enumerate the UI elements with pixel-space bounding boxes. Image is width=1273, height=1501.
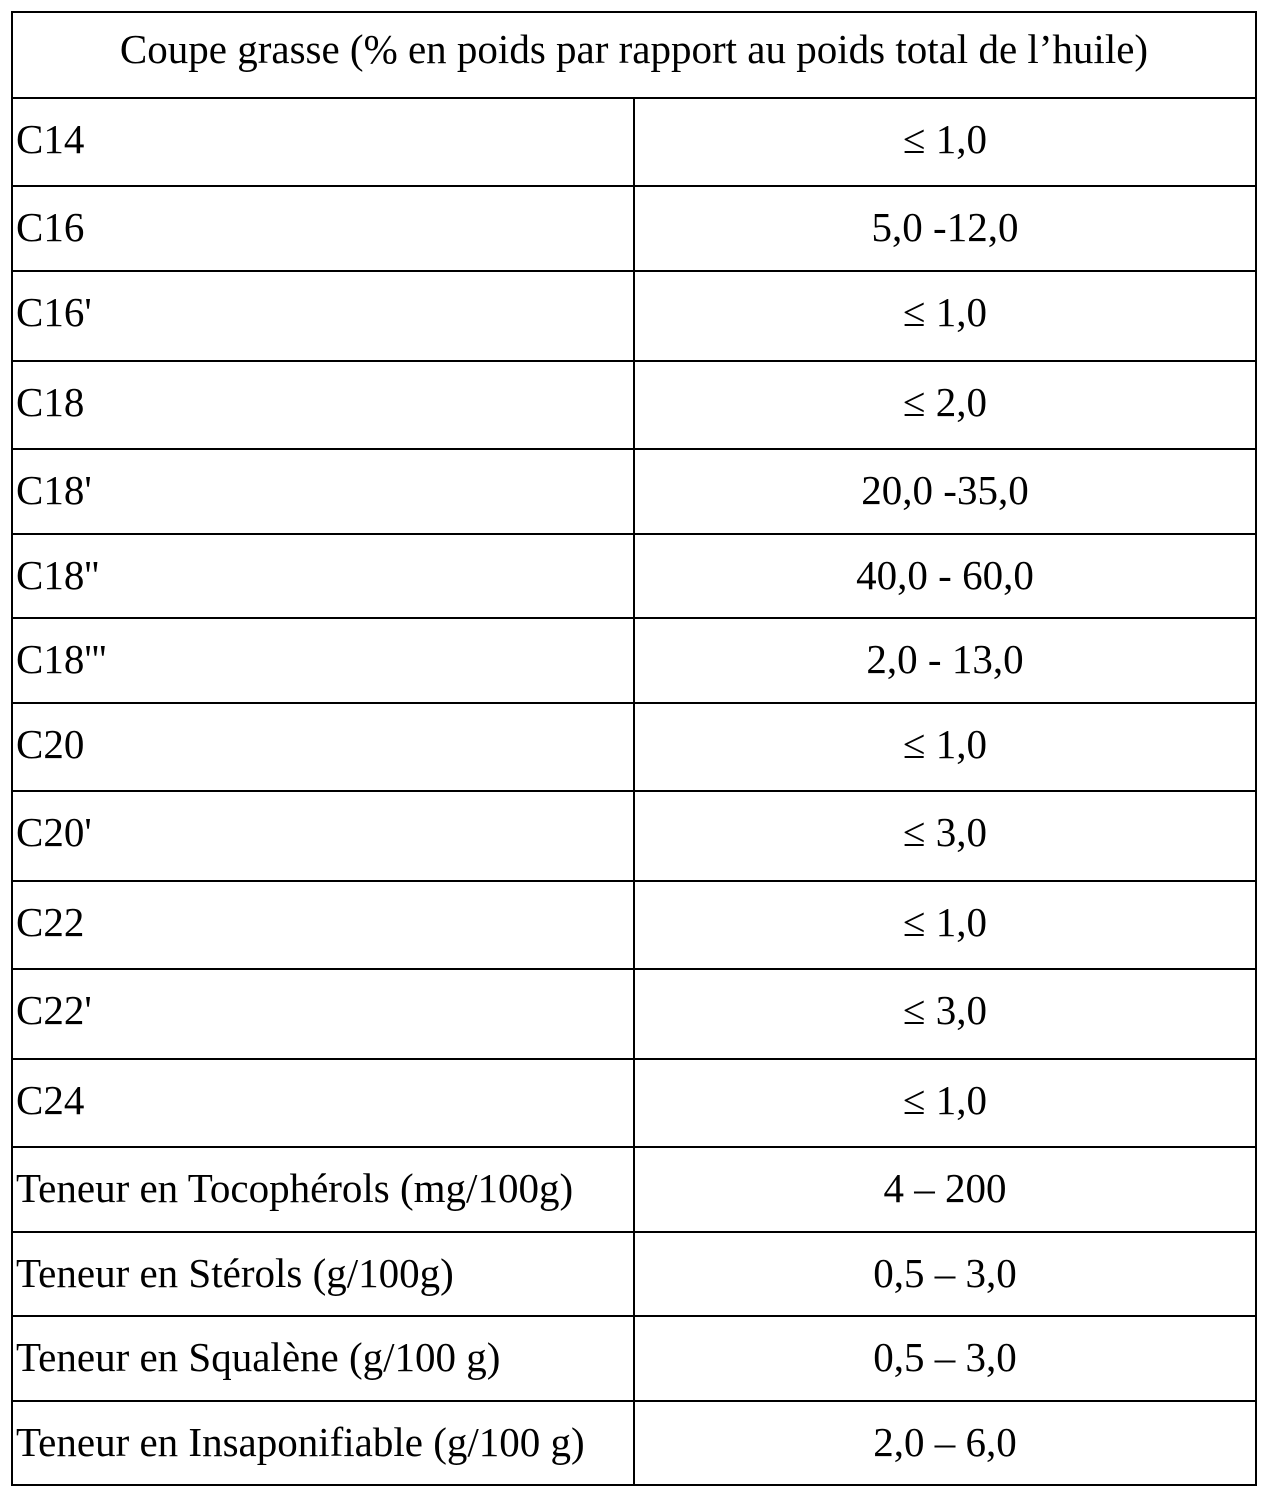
table-row [12, 1232, 1256, 1316]
row-value: ≤ 1,0 [634, 271, 1256, 361]
table-row [12, 186, 1256, 271]
row-label: C16 [12, 186, 634, 271]
row-label: C16' [12, 271, 634, 361]
row-value: ≤ 2,0 [634, 361, 1256, 449]
table-row [12, 618, 1256, 703]
table-row [12, 1316, 1256, 1401]
row-label: Teneur en Stérols (g/100g) [12, 1232, 634, 1316]
row-label: Teneur en Tocophérols (mg/100g) [12, 1147, 634, 1232]
fatty-acid-table [11, 11, 1257, 1486]
row-label: C24 [12, 1059, 634, 1147]
table-row [12, 534, 1256, 618]
row-value: ≤ 1,0 [634, 98, 1256, 186]
row-value: 0,5 – 3,0 [634, 1232, 1256, 1316]
row-label: C22' [12, 969, 634, 1059]
row-value: ≤ 3,0 [634, 969, 1256, 1059]
table-header: Coupe grasse (% en poids par rapport au poids total de l’huile) [12, 12, 1256, 98]
table-row [12, 1147, 1256, 1232]
table-row [12, 703, 1256, 791]
row-label: Teneur en Squalène (g/100 g) [12, 1316, 634, 1401]
table-row [12, 1401, 1256, 1485]
row-value: ≤ 1,0 [634, 881, 1256, 969]
row-label: C18''' [12, 618, 634, 703]
table-row [12, 1059, 1256, 1147]
row-value: 5,0 -12,0 [634, 186, 1256, 271]
row-label: C14 [12, 98, 634, 186]
row-label: C18 [12, 361, 634, 449]
row-value: 2,0 – 6,0 [634, 1401, 1256, 1485]
row-value: 2,0 - 13,0 [634, 618, 1256, 703]
table-row [12, 271, 1256, 361]
table-row [12, 98, 1256, 186]
table-row [12, 449, 1256, 534]
table-row [12, 361, 1256, 449]
table-row [12, 881, 1256, 969]
row-label: C22 [12, 881, 634, 969]
row-value: 0,5 – 3,0 [634, 1316, 1256, 1401]
row-label: C18'' [12, 534, 634, 618]
row-label: Teneur en Insaponifiable (g/100 g) [12, 1401, 634, 1485]
row-value: ≤ 1,0 [634, 703, 1256, 791]
table-row [12, 969, 1256, 1059]
row-value: ≤ 1,0 [634, 1059, 1256, 1147]
table-header-row [12, 12, 1256, 98]
table-row [12, 791, 1256, 881]
row-value: ≤ 3,0 [634, 791, 1256, 881]
row-value: 4 – 200 [634, 1147, 1256, 1232]
row-label: C20' [12, 791, 634, 881]
row-label: C20 [12, 703, 634, 791]
row-label: C18' [12, 449, 634, 534]
row-value: 40,0 - 60,0 [634, 534, 1256, 618]
row-value: 20,0 -35,0 [634, 449, 1256, 534]
